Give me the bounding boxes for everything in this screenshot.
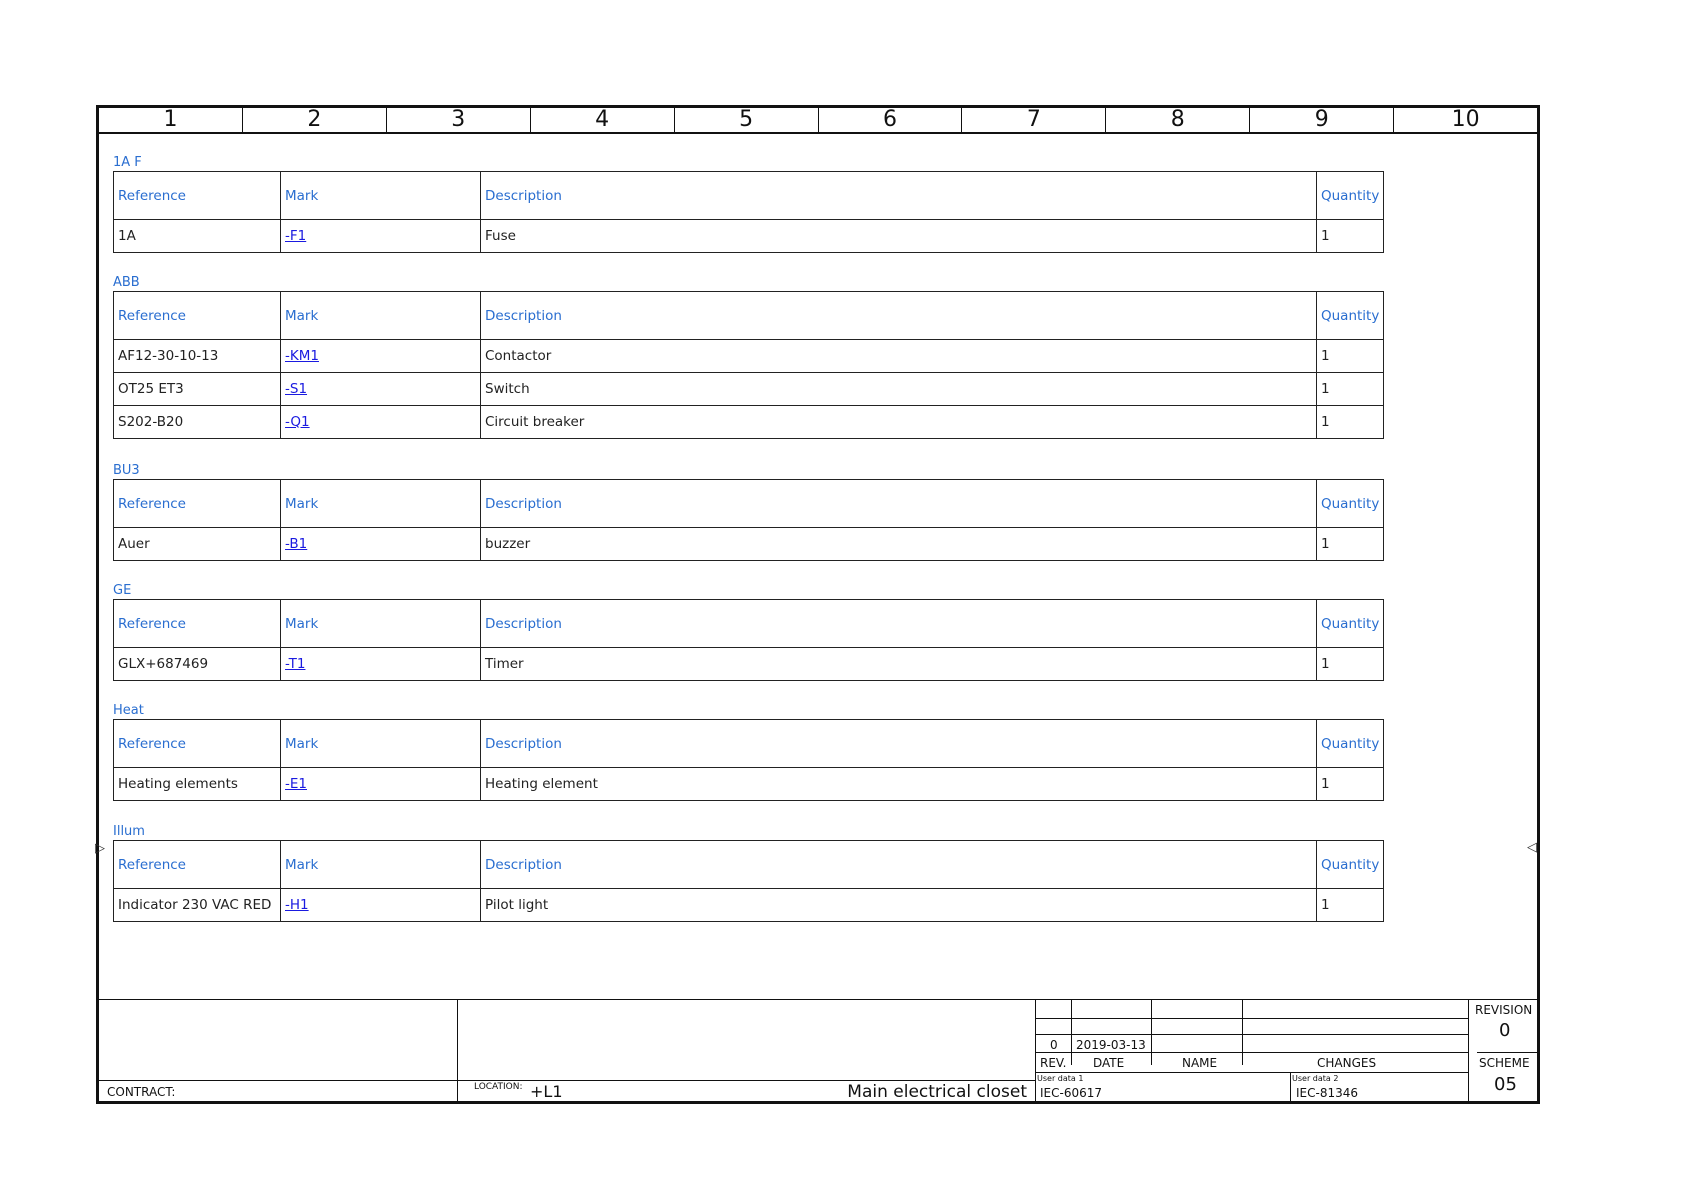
right-marker-icon: ◁ <box>1527 840 1537 855</box>
cell-mark <box>281 406 481 439</box>
mark-link[interactable]: -S1 <box>285 381 308 397</box>
cell-description: Fuse <box>481 220 1317 253</box>
parts-table <box>113 171 1384 253</box>
header-quantity: Quantity <box>1317 480 1384 528</box>
date-header: DATE <box>1093 1056 1125 1070</box>
cell-description: Switch <box>481 373 1317 406</box>
parts-table <box>113 291 1384 439</box>
mark-link[interactable]: -KM1 <box>285 348 319 364</box>
user-data-1-value: IEC-60617 <box>1040 1086 1103 1100</box>
name-header: NAME <box>1182 1056 1218 1070</box>
table-row <box>114 373 1384 406</box>
parts-table <box>113 719 1384 801</box>
cell-description: Circuit breaker <box>481 406 1317 439</box>
header-mark: Mark <box>281 480 481 528</box>
header-mark: Mark <box>281 841 481 889</box>
table-header-row <box>114 600 1384 648</box>
table-header-row <box>114 720 1384 768</box>
scheme-label: SCHEME <box>1479 1056 1530 1070</box>
scheme-value: 05 <box>1494 1074 1517 1095</box>
column-number: 4 <box>531 108 675 132</box>
cell-quantity: 1 <box>1317 528 1384 561</box>
column-number: 2 <box>243 108 387 132</box>
header-quantity: Quantity <box>1317 172 1384 220</box>
cell-quantity: 1 <box>1317 373 1384 406</box>
mark-link[interactable]: -E1 <box>285 776 307 792</box>
cell-reference: OT25 ET3 <box>114 373 281 406</box>
cell-reference: AF12-30-10-13 <box>114 340 281 373</box>
column-number: 10 <box>1451 107 1480 132</box>
date-value: 2019-03-13 <box>1076 1038 1146 1052</box>
header-description: Description <box>481 841 1317 889</box>
header-mark: Mark <box>281 720 481 768</box>
table-header-row <box>114 172 1384 220</box>
group-title: 1A F <box>113 155 142 170</box>
column-number: 6 <box>819 108 963 132</box>
header-description: Description <box>481 292 1317 340</box>
header-reference: Reference <box>114 600 281 648</box>
cell-quantity: 1 <box>1317 889 1384 922</box>
header-reference: Reference <box>114 292 281 340</box>
cell-description: buzzer <box>481 528 1317 561</box>
group-title: ABB <box>113 275 140 290</box>
column-number: 8 <box>1106 108 1250 132</box>
column-number: 1 <box>99 108 243 132</box>
user-data-2-value: IEC-81346 <box>1296 1086 1359 1100</box>
cell-description: Pilot light <box>481 889 1317 922</box>
header-mark: Mark <box>281 172 481 220</box>
table-header-row <box>114 480 1384 528</box>
header-description: Description <box>481 172 1317 220</box>
revision-value: 0 <box>1499 1020 1511 1041</box>
column-number: 7 <box>962 108 1106 132</box>
parts-table <box>113 479 1384 561</box>
table-row <box>114 768 1384 801</box>
cell-mark <box>281 889 481 922</box>
cell-quantity: 1 <box>1317 648 1384 681</box>
location-value: +L1 <box>530 1082 563 1101</box>
revision-label: REVISION <box>1475 1003 1533 1017</box>
cell-quantity: 1 <box>1317 406 1384 439</box>
title-block <box>99 999 1537 1101</box>
location-description: Main electrical closet <box>847 1082 1027 1102</box>
drawing-frame <box>96 105 1540 1104</box>
changes-header: CHANGES <box>1317 1056 1377 1070</box>
column-ruler <box>99 108 1537 134</box>
parts-table <box>113 840 1384 922</box>
cell-mark <box>281 648 481 681</box>
cell-reference: Heating elements <box>114 768 281 801</box>
table-row <box>114 648 1384 681</box>
group-title: GE <box>113 583 132 598</box>
table-header-row <box>114 292 1384 340</box>
rev-header: REV. <box>1040 1056 1067 1070</box>
table-row <box>114 889 1384 922</box>
cell-reference: S202-B20 <box>114 406 281 439</box>
mark-link[interactable]: -T1 <box>285 656 306 672</box>
header-reference: Reference <box>114 480 281 528</box>
header-mark: Mark <box>281 292 481 340</box>
contract-label: CONTRACT: <box>107 1085 176 1099</box>
table-row <box>114 406 1384 439</box>
cell-reference: Auer <box>114 528 281 561</box>
column-number: 3 <box>387 108 531 132</box>
header-description: Description <box>481 720 1317 768</box>
mark-link[interactable]: -H1 <box>285 897 309 913</box>
user-data-2-label: User data 2 <box>1292 1074 1339 1083</box>
header-quantity: Quantity <box>1317 600 1384 648</box>
header-description: Description <box>481 480 1317 528</box>
cell-reference: GLX+687469 <box>114 648 281 681</box>
cell-mark <box>281 220 481 253</box>
user-data-1-label: User data 1 <box>1037 1074 1084 1083</box>
column-number: 9 <box>1250 108 1394 132</box>
table-header-row <box>114 841 1384 889</box>
parts-table <box>113 599 1384 681</box>
cell-reference: 1A <box>114 220 281 253</box>
header-mark: Mark <box>281 600 481 648</box>
mark-link[interactable]: -B1 <box>285 536 308 552</box>
header-quantity: Quantity <box>1317 841 1384 889</box>
group-title: BU3 <box>113 463 140 478</box>
column-number: 5 <box>675 108 819 132</box>
rev-value: 0 <box>1050 1038 1058 1052</box>
left-marker-icon: ▷ <box>95 841 105 856</box>
cell-description: Heating element <box>481 768 1317 801</box>
cell-reference: Indicator 230 VAC RED <box>114 889 281 922</box>
table-row <box>114 528 1384 561</box>
cell-quantity: 1 <box>1317 220 1384 253</box>
cell-mark <box>281 373 481 406</box>
cell-description: Timer <box>481 648 1317 681</box>
cell-description: Contactor <box>481 340 1317 373</box>
cell-quantity: 1 <box>1317 768 1384 801</box>
header-quantity: Quantity <box>1317 292 1384 340</box>
group-title: Illum <box>113 824 145 839</box>
mark-link[interactable]: -F1 <box>285 228 307 244</box>
cell-mark <box>281 340 481 373</box>
cell-mark <box>281 768 481 801</box>
mark-link[interactable]: -Q1 <box>285 414 310 430</box>
group-title: Heat <box>113 703 144 718</box>
header-reference: Reference <box>114 720 281 768</box>
header-quantity: Quantity <box>1317 720 1384 768</box>
cell-quantity: 1 <box>1317 340 1384 373</box>
header-reference: Reference <box>114 841 281 889</box>
table-row <box>114 220 1384 253</box>
header-reference: Reference <box>114 172 281 220</box>
location-label: LOCATION: <box>474 1082 523 1092</box>
header-description: Description <box>481 600 1317 648</box>
table-row <box>114 340 1384 373</box>
cell-mark <box>281 528 481 561</box>
